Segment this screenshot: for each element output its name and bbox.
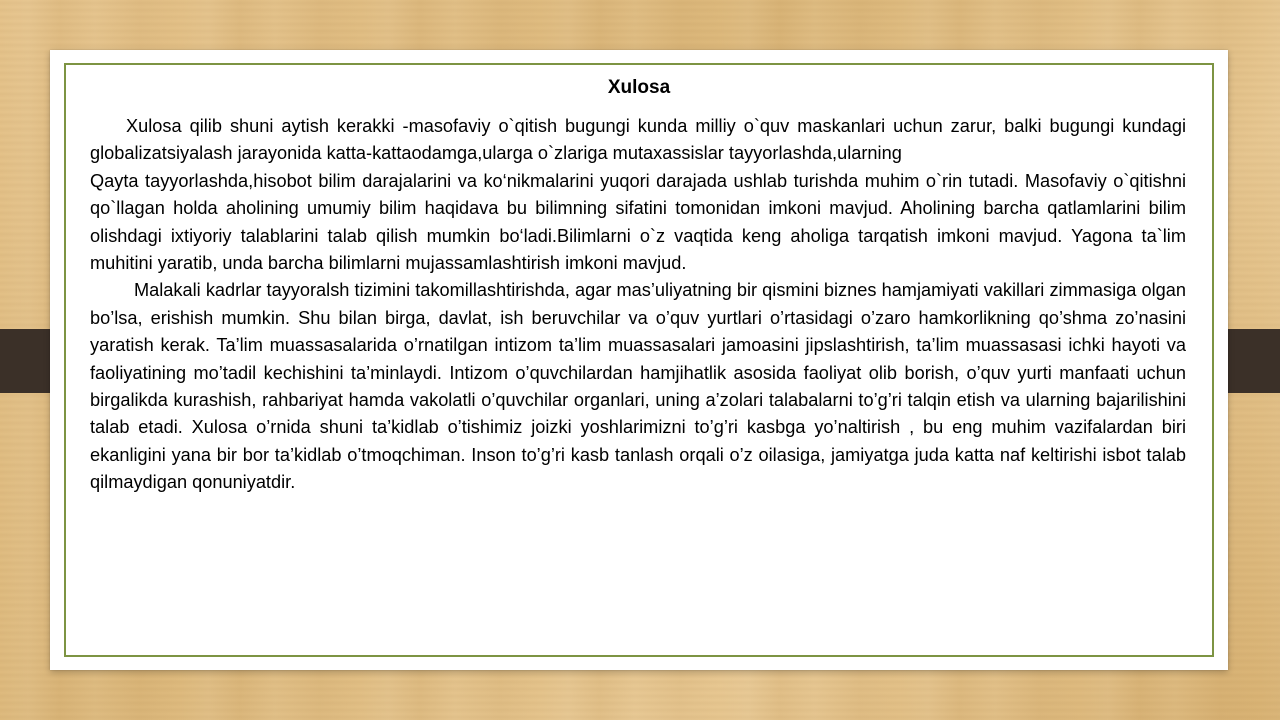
slide-paper <box>50 50 1228 670</box>
slide-body <box>90 113 1186 497</box>
slide-title: Xulosa <box>607 77 671 98</box>
paragraph-2: Qayta tayyorlashda,hisobot bilim darajalarini va ko‘nikmalarini yuqori darajada ushlab turishda muhim o`rin tutadi. Masofaviy o`qitishni qo`llagan holda aholining umumiy bilim haqidava bu bilimning sifatini tomonidan imkoni mavjud. Aholining barcha qatlamlarini bilim olishdagi ixtiyoriy talablarini talab qilish mumkin bo‘ladi.Bilimlarni o`z vaqtida keng aholiga tarqatish imkoni mavjud. Yagona ta`lim muhitini yaratib, unda barcha bilimlarni mujassamlashtirish imkoni mavjud. <box>90 170 1186 274</box>
paragraph-1: Xulosa qilib shuni aytish kerakki -masofaviy o`qitish bugungi kunda milliy o`quv maskanlari uchun zarur, balki bugungi kundagi globalizatsiyalash jarayonida katta-kattaodamga,ularga o`zlariga mutaxassislar tayyorlashda,ularning <box>90 116 1186 164</box>
paragraph-3: Malakali kadrlar tayyoralsh tizimini takomillashtirishda, agar mas’uliyatning bir qismini biznes hamjamiyati vakillari zimmasiga olgan bo’lsa, erishish mumkin. Shu bilan birga, davlat, ish beruvchilar va o’quv yurtlari o’rtasidagi o’zaro hamkorlikning qo’shma zo’nasini yaratish kerak. Ta’lim muassasalarida o’rnatilgan intizom ta’lim muassasalari jamoasini jipslashtirish, ta’lim muassasasi ichki hayoti va faoliyatining mo’tadil kechishini ta’minlaydi. Intizom o’quvchilardan hamjihatlik asosida faoliyat olib borish, o’quv yurti manfaati uchun birgalikda kurashish, rahbariyat hamda vakolatli o’quvchilar organlari, uning a’zolari talabalarni to’g’ri talqin etish va ularning bajarilishini talab etadi. Xulosa o’rnida shuni ta’kidlab o’tishimiz joizki yoshlarimizni to’g’ri kasbga yo’naltirish , bu eng muhim vazifalardan biri ekanligini yana bir bor ta’kidlab o’tmoqchiman. Inson to’g’ri kasb tanlash orqali o’z oilasiga, jamiyatga juda katta naf keltirishi isbot talab qilmaydigan qonuniyatdir. <box>90 280 1186 493</box>
